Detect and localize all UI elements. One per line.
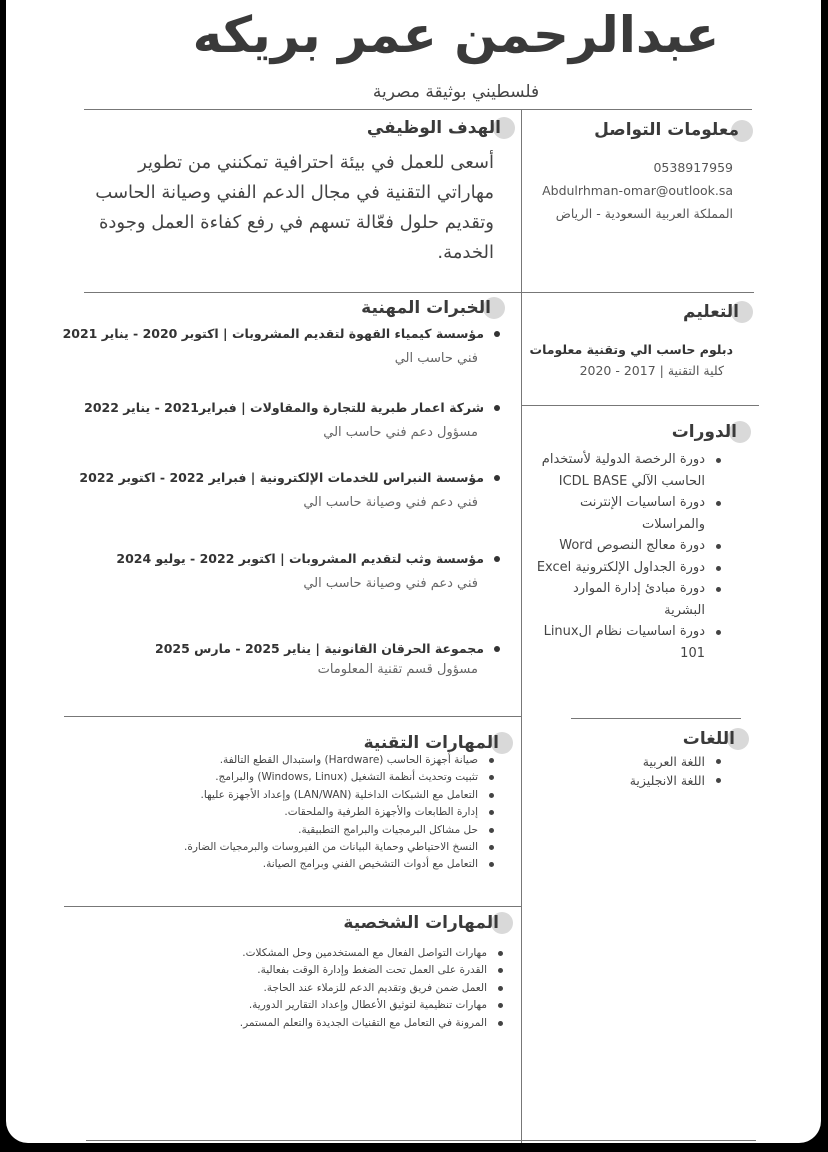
course-item: دورة اساسيات الإنترنت والمراسلات	[535, 492, 723, 535]
skills-divider	[64, 906, 521, 907]
experience-title: مؤسسة كيمياء القهوة لتقديم المشروبات | اكتوبر 2020 - يناير 2021	[96, 326, 500, 341]
experience-role: فني حاسب الي	[394, 351, 478, 366]
experience-title: مؤسسة وثب لتقديم المشروبات | اكتوبر 2022 - يوليو 2024	[96, 551, 500, 566]
footer-divider	[86, 1140, 756, 1141]
technical-skills-heading: المهارات التقنية	[363, 733, 499, 753]
objective-text: أسعى للعمل في بيئة احترافية تمكنني من تطوير مهاراتي التقنية في مجال الدعم الفني وصيانة الحاسب وتقديم حلول فعّالة تسهم في رفع كفاءة العمل وجودة الخدمة.	[95, 152, 494, 263]
experience-title: مجموعة الحرقان القانونية | يناير 2025 - مارس 2025	[96, 641, 500, 656]
course-item: دورة مبادئ إدارة الموارد البشرية	[535, 578, 723, 621]
experience-item	[96, 641, 500, 677]
education-degree: دبلوم حاسب الي وتقنية معلومات	[529, 342, 733, 357]
section-divider-1	[84, 292, 754, 293]
languages-heading: اللغات	[682, 729, 735, 749]
personal-skills-heading: المهارات الشخصية	[343, 913, 499, 933]
contact-email: Abdulrhman-omar@outlook.sa	[542, 183, 733, 198]
contact-info	[493, 160, 733, 229]
experience-role: فني دعم فني وصيانة حاسب الي	[303, 576, 478, 591]
objective-section	[367, 118, 501, 138]
personal-skill-item: مهارات تنظيمية لتوثيق الأعطال وإعداد التقارير الدورية.	[205, 997, 505, 1014]
course-item: دورة معالج النصوص Word	[535, 535, 723, 557]
contact-location: المملكة العربية السعودية - الرياض	[555, 206, 733, 221]
technical-skill-item: التعامل مع أدوات التشخيص الفني وبرامج الصيانة.	[176, 856, 496, 873]
objective-heading: الهدف الوظيفي	[366, 118, 501, 138]
courses-section	[672, 422, 737, 442]
personal-skill-item: المرونة في التعامل مع التقنيات الجديدة والتعلم المستمر.	[205, 1015, 505, 1032]
experience-title: شركة اعمار طبرية للتجارة والمقاولات | فبراير2021 - يناير 2022	[96, 400, 500, 415]
courses-heading: الدورات	[671, 422, 737, 442]
experience-item	[96, 551, 500, 591]
technical-skills-list	[176, 752, 496, 874]
technical-skills-section	[364, 733, 499, 753]
experience-item	[62, 326, 500, 366]
education-divider	[521, 405, 759, 406]
technical-skill-item: صيانة أجهزة الحاسب (Hardware) واستبدال القطع التالفة.	[176, 752, 496, 769]
experience-item	[79, 470, 500, 510]
technical-skill-item: حل مشاكل البرمجيات والبرامج التطبيقية.	[176, 822, 496, 839]
experience-role: مسؤول دعم فني حاسب الي	[323, 425, 478, 440]
course-item: دورة الجداول الإلكترونية Excel	[535, 557, 723, 579]
personal-skill-item: العمل ضمن فريق وتقديم الدعم للزملاء عند الحاجة.	[205, 980, 505, 997]
column-divider-main	[521, 292, 522, 1143]
languages-section	[683, 729, 735, 749]
contact-phone: 0538917959	[653, 160, 733, 175]
personal-skills-list	[205, 945, 505, 1032]
contact-section	[594, 120, 739, 140]
education-details: كلية التقنية | 2017 - 2020	[579, 363, 724, 378]
candidate-subtitle: فلسطيني بوثيقة مصرية	[372, 82, 540, 102]
contact-heading: معلومات التواصل	[594, 120, 739, 140]
personal-skills-section	[343, 913, 499, 933]
technical-skill-item: التعامل مع الشبكات الداخلية (LAN/WAN) وإعداد الأجهزة عليها.	[176, 787, 496, 804]
experience-divider	[64, 716, 521, 717]
experience-section	[361, 298, 491, 318]
experience-role: مسؤول قسم تقنية المعلومات	[317, 662, 478, 677]
candidate-name: عبدالرحمن عمر بريكه	[192, 6, 720, 64]
header-divider	[84, 109, 752, 110]
education-heading: التعليم	[683, 302, 739, 322]
experience-title: مؤسسة النبراس للخدمات الإلكترونية | فبراير 2022 - اكتوبر 2022	[96, 470, 500, 485]
experience-heading: الخبرات المهنية	[361, 298, 491, 318]
personal-skill-item: مهارات التواصل الفعال مع المستخدمين وحل المشكلات.	[205, 945, 505, 962]
languages-divider	[571, 718, 741, 719]
languages-list	[573, 752, 723, 790]
course-item: دورة اساسيات نظام الLinux 101	[535, 621, 723, 664]
courses-list	[535, 449, 723, 664]
personal-skill-item: القدرة على العمل تحت الضغط وإدارة الوقت بفعالية.	[205, 962, 505, 979]
technical-skill-item: النسخ الاحتياطي وحماية البيانات من الفيروسات والبرمجيات الضارة.	[176, 839, 496, 856]
resume-page	[6, 0, 821, 1143]
experience-item	[84, 400, 500, 440]
technical-skill-item: إدارة الطابعات والأجهزة الطرفية والملحقات.	[176, 804, 496, 821]
language-item: اللغة الانجليزية	[573, 771, 723, 790]
course-item: دورة الرخصة الدولية لأستخدام الحاسب الآلي ICDL BASE	[535, 449, 723, 492]
education-section	[683, 302, 739, 322]
language-item: اللغة العربية	[573, 752, 723, 771]
technical-skill-item: تثبيت وتحديث أنظمة التشغيل (Windows, Linux) والبرامج.	[176, 769, 496, 786]
experience-role: فني دعم فني وصيانة حاسب الي	[303, 495, 478, 510]
